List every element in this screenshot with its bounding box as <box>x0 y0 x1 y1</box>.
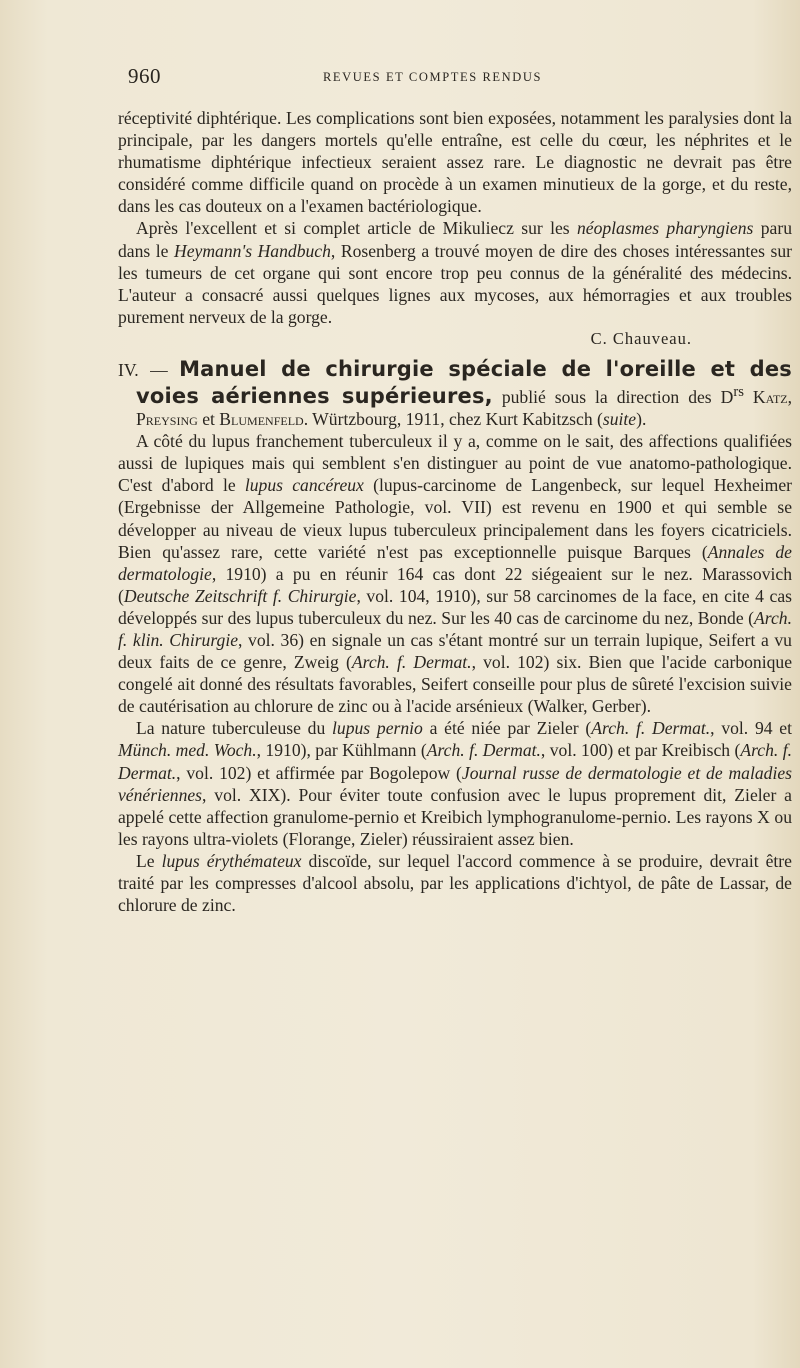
text-run: Après l'excellent et si complet article de Mikuliecz sur les <box>136 218 577 239</box>
text-run: discoïde, sur lequel l'accord commence à se produire, devrait être traité par les compresses d'alcool absolu, par les applications d'ichtyol, de pâte de Lassar, de chlorure de zinc. <box>118 850 792 916</box>
italic-title: Heymann's Handbuch <box>174 240 331 261</box>
text-run: , 1910) a pu en réunir 164 cas dont 22 siégeaient sur le nez. Marassovich ( <box>118 563 792 606</box>
italic-title: Arch. f. Dermat. <box>591 718 711 739</box>
signature: C. Chauveau. <box>590 328 692 348</box>
text-run: , 1910), par Kühlmann ( <box>256 740 427 761</box>
text-run: , vol. XIX). Pour éviter toute confusion avec le lupus proprement dit, Zieler a appelé cette affection granulome-pernio et Kreibich lymphogranulome-pernio. Les rayons X ou les rayons ultra-violets (Florange, Zieler) réussiraient assez bien. <box>118 784 792 849</box>
text-run: paru dans le <box>118 218 792 261</box>
author-names: Katz, Preysing <box>136 386 793 430</box>
text-run: , vol. 102) et affirmée par Bogolepow ( <box>176 762 462 783</box>
section-number: IV. — <box>118 360 180 381</box>
text-run: ). <box>636 409 647 430</box>
superscript: rs <box>733 384 744 401</box>
text-run: Le <box>136 850 162 871</box>
running-title: REVUES ET COMPTES RENDUS <box>323 70 543 84</box>
italic-term: lupus érythémateux <box>161 850 302 871</box>
italic-title: Arch. f. Dermat. <box>118 740 792 783</box>
text-run: , vol. 102) six. Bien que l'acide carbonique congelé ait donné des résultats favorables, Seifert conseille pour plus de sûreté l'excision suivie de cautérisation au chlorure de zinc ou à l'acide arsénieux (Walker, Gerber). <box>118 652 792 717</box>
text-run: et <box>197 409 220 430</box>
text-run: publié sous la direction des D <box>492 386 734 407</box>
page-number: 960 <box>128 64 161 88</box>
section-title: Manuel de chirurgie spéciale de l'oreille et des voies aériennes supérieures, <box>136 357 792 408</box>
text-run: . Würtzbourg, 1911, chez Kurt Kabitzsch ( <box>303 409 603 430</box>
section-heading <box>118 358 792 430</box>
text-run: , vol. 94 et <box>710 718 792 739</box>
paragraph-lupus-cancereux <box>118 430 792 717</box>
italic-term: lupus pernio <box>332 718 423 739</box>
italic-title: Arch. f. Dermat. <box>351 652 472 673</box>
text-run: (lupus-carcinome de Langenbeck, sur lequel Hexheimer (Ergebnisse der Allgemeine Pathologie, vol. VII) est revenu en 1900 et qui semble se développer au niveau de vieux lupus tuberculeux principalement dans les foyers cicatriciels. Bien qu'assez rare, cette variété n'est pas exceptionnelle puisque Barques ( <box>118 475 792 562</box>
paragraph-lupus-erythemateux <box>118 850 792 916</box>
text-run: A côté du lupus franchement tuberculeux il y a, comme on le sait, des affections qualifiées aussi de lupiques mais qui semblent s'en distinguer au point de vue anatomo-pathologique. C'est d'abord le <box>118 431 792 496</box>
text-run: , vol. 36) en signale un cas s'étant montré sur un terrain lupique, Seifert a vu deux faits de ce genre, Zweig ( <box>118 630 792 673</box>
italic-title: Münch. med. Woch. <box>118 740 257 761</box>
text-run: La nature tuberculeuse du <box>136 718 333 739</box>
text-run: , vol. 100) et par Kreibisch ( <box>540 740 741 761</box>
page-body <box>118 107 792 916</box>
text-run: , Rosenberg a trouvé moyen de dire des choses intéressantes sur les tumeurs de cet organe qui sont encore trop peu connus de la généralité des médecins. L'auteur a consacré aussi quelques lignes aux mycoses, aux hémorragies et aux troubles purement nerveux de la gorge. <box>118 240 792 327</box>
text-run: a été niée par Zieler ( <box>422 718 592 739</box>
italic-title: Arch. f. klin. Chirurgie <box>118 607 792 651</box>
italic-term: lupus cancéreux <box>244 475 364 496</box>
italic-term: suite <box>602 409 637 430</box>
italic-title: Annales de dermatologie <box>118 541 792 584</box>
paragraph-lupus-pernio <box>118 717 792 850</box>
italic-title: Journal russe de dermatologie et de maladies vénériennes <box>118 762 792 805</box>
italic-title: Deutsche Zeitschrift f. Chirurgie <box>123 585 357 606</box>
continuation-paragraph: réceptivité diphtérique. Les complications sont bien exposées, notamment les paralysies dont la principale, par les dangers mortels qu'elle entraîne, est celle du cœur, les néphrites et le rhumatisme diphtérique infectieux seraient assez rare. Le diagnostic ne devrait pas être considéré comme difficile quand on procède à un examen minutieux de la gorge, et du reste, dans les cas douteux on a l'examen bactériologique. <box>118 108 792 217</box>
italic-title: Arch. f. Dermat. <box>426 740 541 761</box>
italic-term: néoplasmes pharyngiens <box>576 218 754 239</box>
page-header <box>118 62 798 92</box>
author-name: Blumenfeld <box>219 409 304 430</box>
paragraph-mikulicz <box>118 217 792 327</box>
text-run: , vol. 104, 1910), sur 58 carcinomes de la face, en cite 4 cas développés sur des lupus tuberculeux du nez. Sur les 40 cas de carcinome du nez, Bonde ( <box>118 585 792 628</box>
